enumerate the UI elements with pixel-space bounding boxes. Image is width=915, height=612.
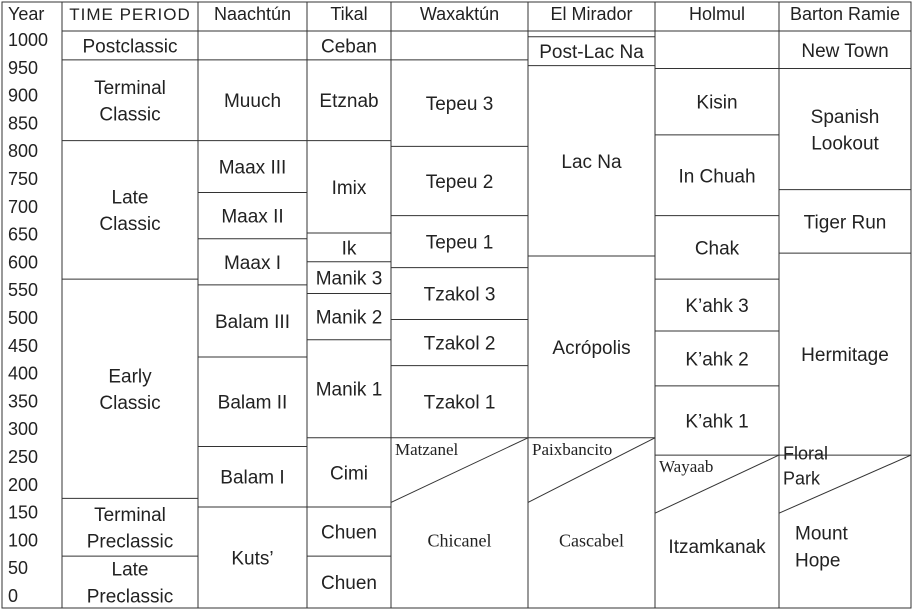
cell-barton	[811, 107, 880, 155]
cell-waxaktun: Tepeu 1	[425, 232, 494, 254]
cell-period-line: Late	[111, 187, 149, 209]
column-header-holmul: Holmul	[688, 4, 746, 24]
split-upper-holmul: Wayaab	[659, 457, 714, 477]
year-tick-label: 450	[8, 335, 39, 356]
cell-period-line: Preclassic	[86, 531, 174, 553]
cell-tikal: Ik	[341, 238, 357, 260]
year-tick-label: 800	[8, 141, 39, 162]
cell-tikal: Cimi	[330, 463, 368, 485]
cell-naachtun: Maax II	[221, 206, 284, 228]
split-upper-barton	[783, 443, 828, 488]
year-tick-label: 500	[8, 308, 39, 328]
cell-waxaktun: Tzakol 1	[423, 392, 496, 414]
column-header-naachtun: Naachtún	[213, 4, 292, 24]
year-tick-label: 150	[8, 502, 39, 523]
year-tick-label: 250	[8, 447, 39, 467]
cell-holmul: K’ahk 2	[685, 349, 749, 371]
cell-period-line: Classic	[99, 104, 161, 126]
column-header-tikal: Tikal	[330, 4, 368, 24]
column-header-mirador: El Mirador	[550, 4, 633, 24]
split-lower-waxaktun: Chicanel	[427, 530, 492, 551]
cell-mirador: Lac Na	[561, 151, 622, 173]
year-tick-label: 900	[8, 85, 39, 106]
year-tick-label: 300	[8, 419, 39, 440]
cell-waxaktun: Tepeu 2	[425, 172, 494, 194]
split-lower-holmul: Itzamkanak	[668, 536, 766, 558]
cell-mirador: Post-Lac Na	[539, 42, 644, 64]
year-tick-label: 550	[8, 280, 39, 301]
year-tick-label: 400	[8, 363, 39, 384]
cell-naachtun: Balam III	[215, 311, 290, 333]
cell-naachtun: Maax I	[223, 252, 282, 274]
cell-tikal: Ceban	[321, 36, 377, 58]
cell-period-line: Terminal	[94, 77, 166, 99]
cell-barton: New Town	[801, 40, 889, 62]
split-upper-waxaktun: Matzanel	[395, 439, 459, 459]
cell-period	[94, 78, 166, 126]
year-tick-label: 100	[8, 530, 39, 551]
cell-tikal: Manik 3	[315, 268, 383, 290]
year-tick-label: 350	[8, 391, 39, 412]
cell-holmul: In Chuah	[678, 166, 756, 188]
cell-period: Postclassic	[82, 36, 178, 58]
cell-period-line: Preclassic	[86, 586, 174, 608]
cell-period-line: Classic	[99, 393, 161, 415]
split-upper-barton-line: Park	[783, 468, 821, 489]
year-tick-label: 200	[8, 474, 39, 495]
year-tick-label: 850	[8, 113, 39, 134]
cell-holmul: Chak	[694, 238, 740, 260]
cell-naachtun: Muuch	[223, 91, 282, 113]
cell-naachtun: Kuts’	[231, 548, 274, 570]
year-tick-label: 650	[8, 224, 39, 245]
cell-holmul: K’ahk 1	[685, 411, 749, 433]
cell-tikal: Manik 1	[315, 379, 383, 401]
year-tick-label: 700	[8, 196, 39, 217]
cell-waxaktun: Tepeu 3	[425, 94, 494, 116]
cell-holmul: Kisin	[696, 92, 738, 114]
year-tick-label: 950	[8, 57, 39, 78]
cell-barton: Hermitage	[801, 345, 889, 367]
cell-holmul: K’ahk 3	[685, 296, 749, 318]
column-header-period: TIME PERIOD	[69, 5, 191, 24]
cell-period-line: Terminal	[94, 504, 166, 526]
cell-tikal: Chuen	[321, 522, 377, 544]
cell-tikal: Imix	[331, 177, 367, 199]
split-lower-barton	[795, 524, 849, 572]
split-upper-mirador: Paixbancito	[532, 439, 613, 459]
column-header-barton: Barton Ramie	[789, 4, 901, 24]
cell-naachtun: Balam I	[220, 467, 285, 489]
split-lower-barton-line: Mount	[795, 523, 848, 545]
year-header: Year	[8, 4, 45, 24]
cell-barton-line: Spanish	[810, 106, 880, 128]
cell-period	[87, 560, 174, 608]
cell-naachtun: Maax III	[218, 157, 287, 179]
cell-period	[99, 366, 160, 414]
cell-mirador: Acrópolis	[552, 337, 631, 359]
year-tick-label: 1000	[8, 30, 49, 50]
year-tick-label: 0	[8, 586, 19, 606]
cell-waxaktun: Tzakol 2	[423, 333, 496, 355]
cell-tikal: Manik 2	[315, 307, 383, 329]
year-tick-label: 50	[8, 558, 29, 579]
cell-barton-line: Lookout	[811, 133, 879, 155]
cell-period-line: Early	[108, 366, 152, 388]
year-tick-label: 750	[8, 169, 39, 189]
cell-naachtun: Balam II	[217, 392, 288, 414]
cell-period	[87, 505, 174, 553]
cell-barton: Tiger Run	[803, 212, 887, 234]
cell-period	[99, 188, 160, 236]
cell-waxaktun: Tzakol 3	[423, 284, 496, 306]
cell-period-line: Late	[111, 559, 149, 581]
year-tick-label: 600	[8, 252, 39, 273]
cell-tikal: Chuen	[321, 573, 377, 595]
column-header-waxaktun: Waxaktún	[419, 4, 500, 24]
cell-tikal: Etznab	[319, 91, 379, 113]
cell-period-line: Classic	[99, 214, 161, 236]
split-lower-mirador: Cascabel	[559, 530, 624, 551]
split-upper-barton-line: Floral	[783, 443, 829, 464]
split-lower-barton-line: Hope	[795, 550, 841, 572]
